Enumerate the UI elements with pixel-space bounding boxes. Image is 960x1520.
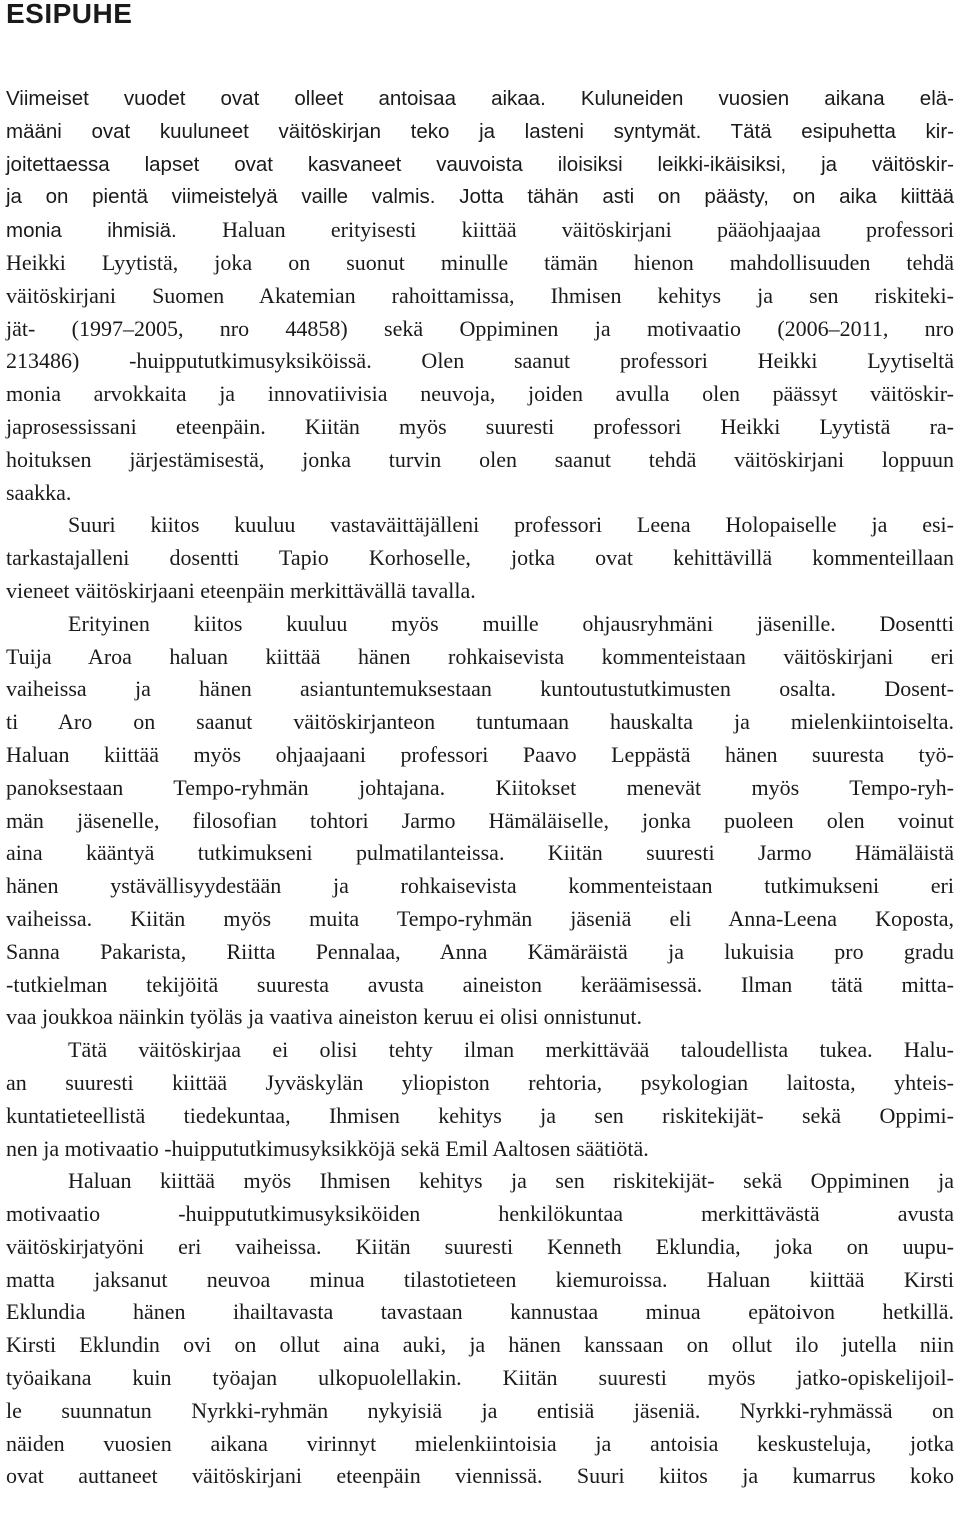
text-line: vieneet väitöskirjaani eteenpäin merkittävällä tavalla.	[6, 577, 476, 603]
text-line: hänen ystävällisyydestään ja rohkaisevista kommenteistaan tutkimukseni eri	[6, 873, 954, 899]
text-line: 213486) -huippututkimusyksiköissä. Olen saanut professori Heikki Lyytiseltä	[6, 348, 954, 374]
text-line: vaa joukkoa näinkin työläs ja vaativa aineiston keruu ei olisi onnistunut.	[6, 1004, 643, 1030]
text-line: vaiheissa ja hänen asiantuntemuksestaan kuntoutustutkimusten osalta. Dosent-	[6, 676, 954, 702]
text-line	[6, 214, 954, 247]
text-line: Haluan kiittää myös Ihmisen kehitys ja sen riskitekijät- sekä Oppiminen ja	[68, 1168, 954, 1194]
text-line: Tuija Aroa haluan kiittää hänen rohkaisevista kommenteistaan väitöskirjani eri	[6, 643, 954, 669]
text-line: Haluan kiittää myös ohjaajaani professori Paavo Leppästä hänen suuresta työ-	[6, 741, 954, 767]
text-line: tarkastajalleni dosentti Tapio Korhoselle, jotka ovat kehittävillä kommenteillaan	[6, 545, 954, 571]
text-line: joitettaessa lapset ovat kasvaneet vauvoista iloisiksi leikki-ikäisiksi, ja väitöskir-	[6, 152, 954, 176]
text-line: panoksestaan Tempo-ryhmän johtajana. Kiitokset menevät myös Tempo-ryh-	[6, 774, 954, 800]
text-line: män jäsenelle, filosofian tohtori Jarmo Hämäläiselle, jonka puoleen olen voinut	[6, 807, 954, 833]
text-line: väitöskirjatyöni eri vaiheissa. Kiitän suuresti Kenneth Eklundia, joka on uupu-	[6, 1233, 954, 1259]
text-line: Eklundia hänen ihailtavasta tavastaan kannustaa minua epätoivon hetkillä.	[6, 1299, 954, 1325]
text-line: Tätä väitöskirjaa ei olisi tehty ilman merkittävää taloudellista tukea. Halu-	[68, 1037, 954, 1063]
text-line: matta jaksanut neuvoa minua tilastotieteen kiemuroissa. Haluan kiittää Kirsti	[6, 1266, 954, 1292]
text-line: hoituksen järjestämisestä, jonka turvin olen saanut tehdä väitöskirjani loppuun	[6, 446, 954, 472]
text-line: Viimeiset vuodet ovat olleet antoisaa aikaa. Kuluneiden vuosien aikana elä-	[6, 87, 954, 110]
preface-body	[6, 83, 954, 1493]
text-line: näiden vuosien aikana virinnyt mielenkiintoisia ja antoisia keskusteluja, jotka	[6, 1430, 954, 1456]
text-line: an suuresti kiittää Jyväskylän yliopiston rehtoria, psykologian laitosta, yhteis-	[6, 1069, 954, 1095]
text-line: Heikki Lyytistä, joka on suonut minulle tämän hienon mahdollisuuden tehdä	[6, 249, 954, 275]
text-segment: Haluan erityisesti kiittää väitöskirjani pääohjaajaa professori	[222, 217, 954, 243]
text-line: aina kääntyä tutkimukseni pulmatilanteissa. Kiitän suuresti Jarmo Hämäläistä	[6, 840, 954, 866]
text-line: ti Aro on saanut väitöskirjanteon tuntumaan hauskalta ja mielenkiintoiselta.	[6, 709, 954, 735]
text-line: määni ovat kuuluneet väitöskirjan teko ja lasteni syntymät. Tätä esipuhetta kir-	[6, 119, 954, 143]
text-line: Erityinen kiitos kuuluu myös muille ohjausryhmäni jäsenille. Dosentti	[68, 610, 954, 636]
text-line: ovat auttaneet väitöskirjani eteenpäin viennissä. Suuri kiitos ja kumarrus koko	[6, 1463, 954, 1489]
text-line: saakka.	[6, 479, 72, 505]
text-line: Sanna Pakarista, Riitta Pennalaa, Anna Kämäräistä ja lukuisia pro gradu	[6, 938, 954, 964]
text-line: jät- (1997–2005, nro 44858) sekä Oppiminen ja motivaatio (2006–2011, nro	[6, 315, 954, 341]
text-line: Kirsti Eklundin ovi on ollut aina auki, ja hänen kanssaan on ollut ilo jutella niin	[6, 1332, 954, 1358]
text-line: kuntatieteellistä tiedekuntaa, Ihmisen kehitys ja sen riskitekijät- sekä Oppimi-	[6, 1102, 954, 1128]
text-line: Suuri kiitos kuuluu vastaväittäjälleni professori Leena Holopaiselle ja esi-	[68, 512, 954, 538]
text-line: japrosessissani eteenpäin. Kiitän myös suuresti professori Heikki Lyytistä ra-	[6, 413, 954, 439]
text-line: ja on pientä viimeistelyä vaille valmis. Jotta tähän asti on päästy, on aika kiittää	[6, 185, 954, 209]
text-line: väitöskirjani Suomen Akatemian rahoittamissa, Ihmisen kehitys ja sen riskiteki-	[6, 282, 954, 308]
page-title: ESIPUHE	[6, 0, 133, 29]
text-line: vaiheissa. Kiitän myös muita Tempo-ryhmän jäseniä eli Anna-Leena Koposta,	[6, 905, 954, 931]
text-line: työaikana kuin työajan ulkopuolellakin. Kiitän suuresti myös jatko-opiskelijoil-	[6, 1365, 954, 1391]
text-line: motivaatio -huippututkimusyksiköiden henkilökuntaa merkittävästä avusta	[6, 1201, 954, 1227]
text-line: -tutkielman tekijöitä suuresta avusta aineiston keräämisessä. Ilman tätä mitta-	[6, 971, 954, 997]
text-line: le suunnatun Nyrkki-ryhmän nykyisiä ja entisiä jäseniä. Nyrkki-ryhmässä on	[6, 1397, 954, 1423]
text-line: monia arvokkaita ja innovatiivisia neuvoja, joiden avulla olen päässyt väitöskir-	[6, 381, 954, 407]
text-segment-sans: monia ihmisiä.	[6, 219, 223, 243]
text-line: nen ja motivaatio -huippututkimusyksikköjä sekä Emil Aaltosen säätiötä.	[6, 1135, 649, 1161]
